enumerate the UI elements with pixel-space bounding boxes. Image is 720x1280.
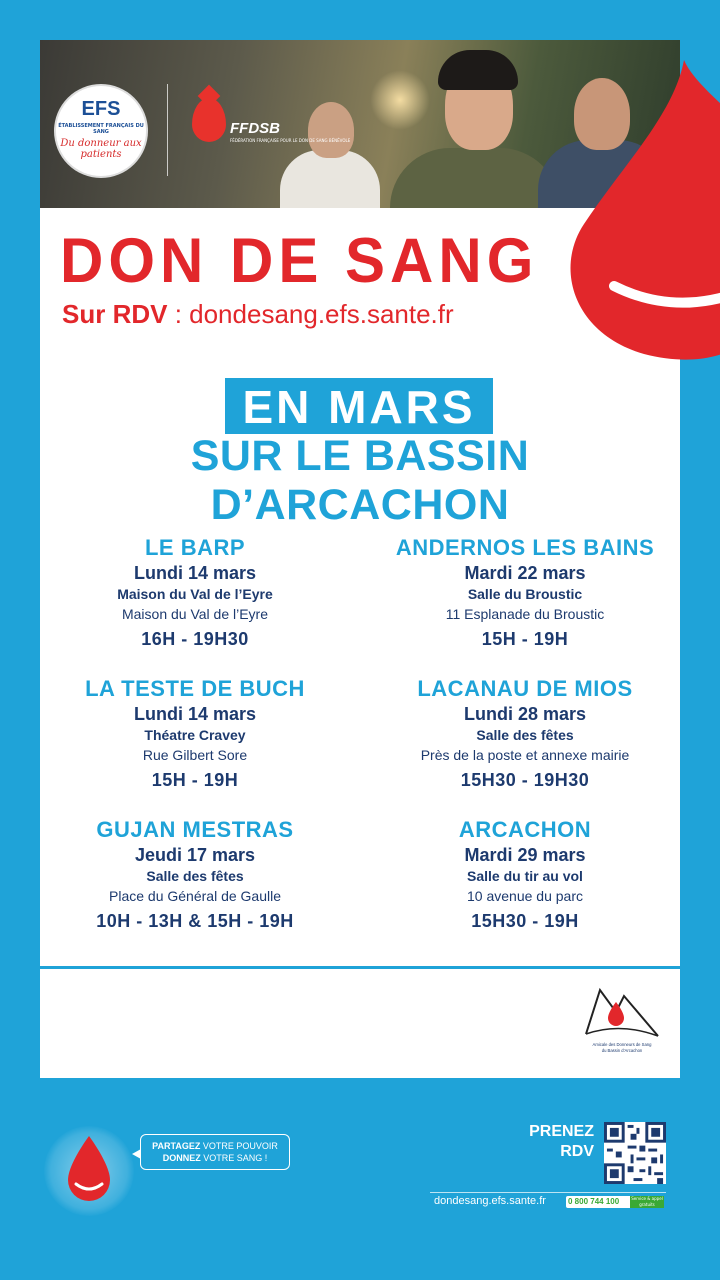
- event-venue: Maison du Val de l’Eyre: [117, 586, 273, 602]
- event-card: [40, 816, 350, 936]
- event-card: [370, 816, 680, 936]
- person-center-hair: [438, 50, 518, 90]
- event-venue: Salle du Broustic: [467, 586, 583, 602]
- event-card: [40, 675, 350, 795]
- event-address: 10 avenue du parc: [467, 888, 583, 904]
- person-left-head: [308, 102, 354, 158]
- event-venue: Théatre Cravey: [144, 727, 246, 743]
- svg-text:du Bassin d’Arcachon: du Bassin d’Arcachon: [601, 1048, 643, 1053]
- page-title: DON DE SANG: [60, 225, 539, 296]
- footer-divider: [430, 1192, 666, 1193]
- rdv-separator: :: [167, 299, 190, 329]
- bubble-strong-2: DONNEZ: [162, 1153, 201, 1163]
- rdv-label: Sur RDV: [62, 299, 168, 329]
- association-logo: [580, 982, 664, 1062]
- prenez-rdv: [500, 1122, 594, 1162]
- efs-logo-name: ÉTABLISSEMENT FRANÇAIS DU SANG: [58, 123, 144, 135]
- event-city: ARCACHON: [458, 817, 592, 842]
- event-card: [370, 534, 680, 654]
- event-venue: Salle du tir au vol: [467, 868, 583, 884]
- event-date: Mardi 29 mars: [464, 845, 586, 865]
- ffdsb-logo-name: FFDSB: [230, 120, 280, 137]
- event-city: LACANAU DE MIOS: [417, 676, 633, 701]
- street-light: [370, 70, 430, 130]
- prenez-label: PRENEZ: [529, 1123, 594, 1140]
- svg-text:Amicale des Donneurs de Sang: Amicale des Donneurs de Sang: [592, 1042, 652, 1047]
- event-hours: 15H30 - 19H: [471, 911, 579, 931]
- event-card: [370, 675, 680, 795]
- event-hours: 10H - 13H & 15H - 19H: [96, 911, 294, 931]
- footer-blood-drop-icon: [64, 1134, 114, 1204]
- ffdsb-drop-icon: [192, 98, 226, 142]
- rdv-line: [62, 299, 454, 330]
- event-hours: 15H - 19H: [151, 770, 239, 790]
- logo-separator: [167, 84, 168, 176]
- event-card: [40, 534, 350, 654]
- ffdsb-logo-subtitle: FÉDÉRATION FRANÇAISE POUR LE DON DE SANG BÉNÉVOLE: [230, 138, 351, 143]
- event-venue: Salle des fêtes: [476, 727, 574, 743]
- event-city: LE BARP: [144, 535, 246, 560]
- event-venue: Salle des fêtes: [146, 868, 244, 884]
- event-date: Lundi 14 mars: [133, 563, 257, 583]
- event-date: Mardi 22 mars: [464, 563, 586, 583]
- qr-code[interactable]: [604, 1122, 666, 1184]
- efs-logo-initials: EFS: [81, 98, 121, 120]
- event-address: Maison du Val de l’Eyre: [121, 606, 269, 622]
- bubble-rest-1: VOTRE POUVOIR: [200, 1141, 278, 1151]
- event-city: LA TESTE DE BUCH: [85, 676, 305, 701]
- event-city: ANDERNOS LES BAINS: [395, 535, 655, 560]
- event-hours: 15H - 19H: [481, 629, 569, 649]
- footer-website[interactable]: dondesang.efs.sante.fr: [434, 1195, 546, 1207]
- person-center: [390, 148, 560, 208]
- rdv-url[interactable]: dondesang.efs.sante.fr: [189, 299, 454, 329]
- section-divider: [40, 966, 680, 969]
- phone-badge[interactable]: [566, 1196, 664, 1208]
- phone-number: 0 800 744 100: [568, 1197, 620, 1206]
- month-banner: EN MARS: [225, 378, 493, 434]
- event-address: Près de la poste et annexe mairie: [420, 747, 630, 763]
- event-date: Lundi 14 mars: [133, 704, 257, 724]
- rdv-footer-label: RDV: [560, 1143, 594, 1160]
- event-address: 11 Esplanade du Broustic: [445, 606, 605, 622]
- share-bubble: [140, 1134, 290, 1170]
- person-left: [280, 150, 380, 208]
- event-hours: 15H30 - 19H30: [460, 770, 590, 790]
- event-address: Rue Gilbert Sore: [142, 747, 248, 763]
- efs-logo-tagline: Du donneur aux patients: [60, 138, 142, 160]
- event-hours: 16H - 19H30: [141, 629, 249, 649]
- phone-tag: Service & appel gratuits: [631, 1196, 663, 1207]
- efs-logo: [56, 86, 146, 176]
- event-date: Jeudi 17 mars: [134, 845, 256, 865]
- event-date: Lundi 28 mars: [463, 704, 587, 724]
- subtitle: SUR LE BASSIN D’ARCACHON: [190, 432, 530, 529]
- blood-drop-icon: [564, 54, 720, 360]
- event-address: Place du Général de Gaulle: [109, 888, 281, 904]
- bubble-rest-2: VOTRE SANG !: [200, 1153, 268, 1163]
- bubble-strong-1: PARTAGEZ: [152, 1141, 201, 1151]
- event-city: GUJAN MESTRAS: [96, 817, 294, 842]
